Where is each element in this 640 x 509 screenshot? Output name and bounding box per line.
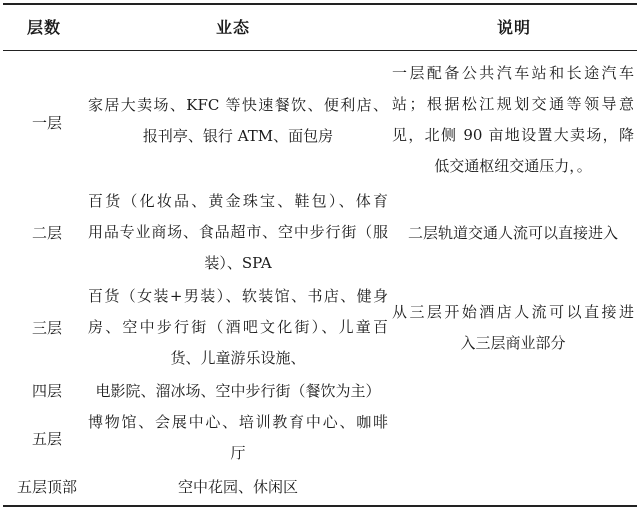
row-1-note-line-1: 一层配备公共汽车站和长途汽车 [392, 64, 634, 82]
row-1-business-line-2: 报刊亭、银行 ATM、面包房 [142, 127, 334, 145]
row-3-floor: 三层 [31, 319, 62, 337]
header-floor: 层数 [27, 18, 62, 37]
row-1-note-line-4: 低交通枢纽交通压力，。 [434, 157, 592, 175]
row-1-business-line-1: 家居大卖场、KFC 等快速餐饮、便利店、 [88, 96, 388, 114]
row-4-floor: 四层 [31, 382, 62, 400]
row-4-business-line-1: 电影院、溜冰场、空中步行街（餐饮为主） [95, 382, 381, 400]
row-3-business [88, 281, 388, 374]
row-1-business [88, 90, 388, 152]
row-6-business [88, 472, 388, 503]
row-5-business-line-1: 博物馆、会展中心、培训教育中心、咖啡 [88, 413, 388, 431]
row-2-business-line-3: 装）、SPA [204, 254, 272, 272]
row-3-note [392, 297, 634, 359]
row-5-floor: 五层 [31, 430, 62, 448]
row-3-note-line-1: 从三层开始酒店人流可以直接进 [392, 303, 634, 321]
row-2-note [392, 218, 634, 249]
row-2-business-line-1: 百货（化妆品、黄金珠宝、鞋包）、体育 [88, 192, 388, 210]
row-3-note-line-2: 入三层商业部分 [460, 334, 566, 352]
row-1-note [392, 58, 634, 182]
row-3-business-line-3: 货、儿童游乐设施、 [170, 349, 306, 367]
table-bottom-rule [3, 505, 637, 507]
row-1-floor: 一层 [31, 114, 62, 132]
row-2-floor: 二层 [31, 224, 62, 242]
row-4-business [88, 376, 388, 407]
row-3-business-line-1: 百货（女装+男装）、软装馆、书店、健身 [88, 287, 388, 305]
header-business: 业态 [216, 18, 251, 37]
row-5-business [88, 407, 388, 469]
row-2-business-line-2: 用品专业商场、食品超市、空中步行街（服 [88, 223, 388, 241]
row-2-note-line-1: 二层轨道交通人流可以直接进入 [407, 224, 618, 242]
row-1-note-line-3: 见，北侧 90 亩地设置大卖场，降 [392, 126, 634, 144]
table-top-rule [3, 3, 637, 5]
row-3-business-line-2: 房、空中步行街（酒吧文化街）、儿童百 [88, 318, 388, 336]
row-1-note-line-2: 站；根据松江规划交通等领导意 [392, 95, 634, 113]
row-2-business [88, 186, 388, 279]
header-note: 说明 [497, 18, 532, 37]
row-5-business-line-2: 厅 [230, 444, 246, 462]
row-6-business-line-1: 空中花园、休闲区 [177, 478, 298, 496]
row-6-floor: 五层顶部 [16, 478, 77, 496]
header-divider [3, 50, 637, 51]
